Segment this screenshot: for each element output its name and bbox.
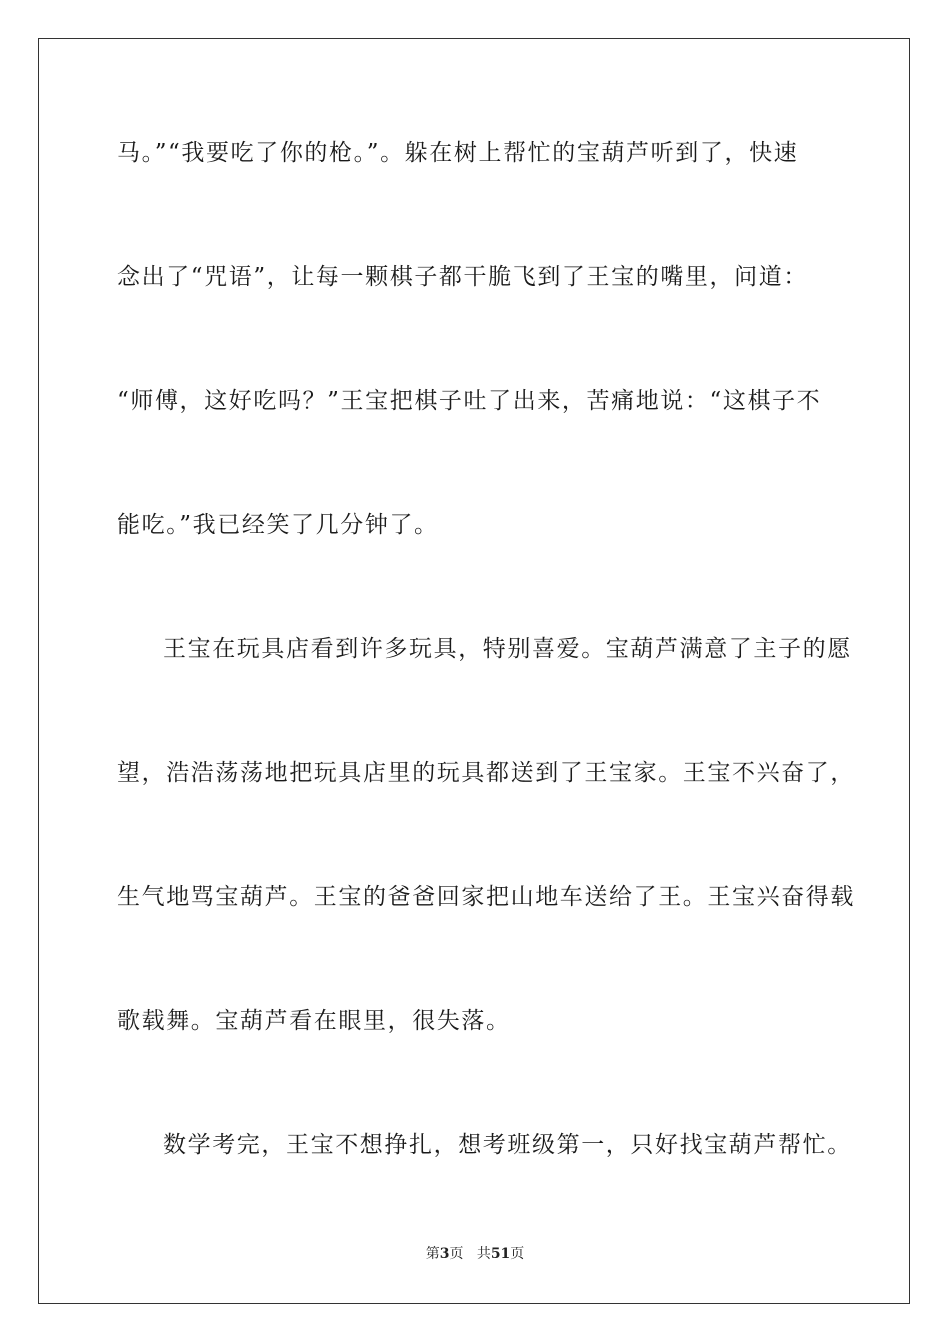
text-line: 歌载舞。宝葫芦看在眼里，很失落。 (117, 1008, 511, 1034)
text-line: 马。”“我要吃了你的枪。”。躲在树上帮忙的宝葫芦听到了，快速 (117, 140, 799, 166)
text-line: 生气地骂宝葫芦。王宝的爸爸回家把山地车送给了王。王宝兴奋得载 (117, 884, 855, 910)
total-pages-number: 51 (490, 1246, 511, 1262)
page-footer (0, 1243, 950, 1263)
page-label-prefix: 第 (425, 1246, 440, 1262)
paragraph-start-line: 王宝在玩具店看到许多玩具，特别喜爱。宝葫芦满意了主子的愿 (163, 636, 852, 662)
text-line: 望，浩浩荡荡地把玩具店里的玩具都送到了王宝家。王宝不兴奋了， (117, 760, 855, 786)
current-page-number: 3 (439, 1246, 450, 1262)
total-label-prefix: 共 (476, 1246, 491, 1262)
paragraph-start-line: 数学考完，王宝不想挣扎，想考班级第一，只好找宝葫芦帮忙。 (163, 1132, 852, 1158)
text-line: 能吃。”我已经笑了几分钟了。 (117, 512, 439, 538)
text-line: “师傅，这好吃吗？”王宝把棋子吐了出来，苦痛地说：“这棋子不 (117, 388, 822, 414)
text-line: 念出了“咒语”，让每一颗棋子都干脆飞到了王宝的嘴里，问道： (117, 264, 808, 290)
page-label-suffix: 页 (449, 1246, 464, 1262)
page-border (38, 38, 910, 1304)
total-label-suffix: 页 (510, 1246, 525, 1262)
